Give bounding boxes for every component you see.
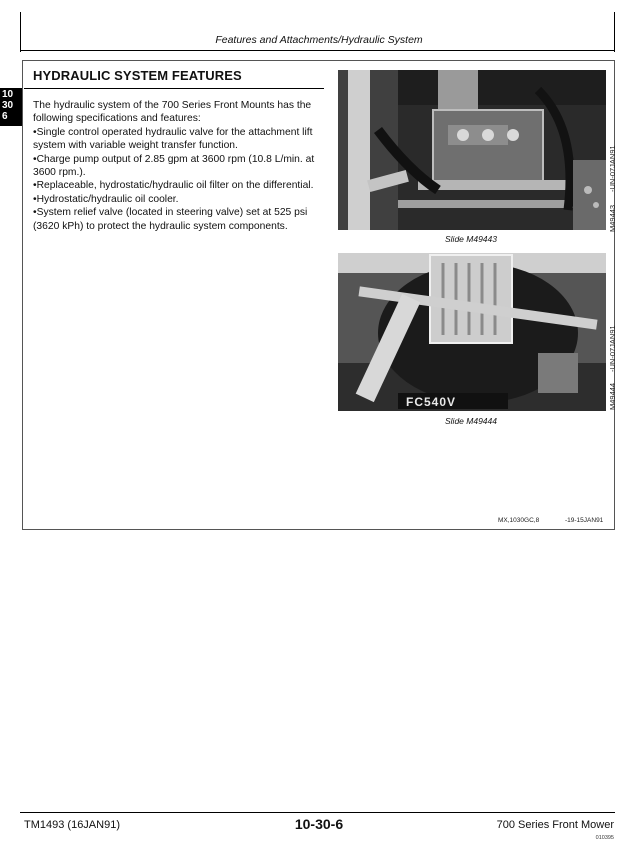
hydraulic-valve-photo (338, 70, 606, 230)
feature-item: •Charge pump output of 2.85 gpm at 3600 rpm (10.8 L/min. at 3600 rpm.). (33, 153, 315, 179)
figure-caption: Slide M49443 (445, 234, 497, 244)
figure-date: -UN-07JAN91 (608, 325, 617, 372)
manual-number: TM1493 (16JAN91) (24, 819, 120, 831)
footer-code: 010395 (595, 835, 614, 841)
feature-item: •Replaceable, hydrostatic/hydraulic oil filter on the differential. (33, 180, 314, 192)
feature-item: •Single control operated hydraulic valve for the attachment lift system with variable weight transfer function. (33, 126, 313, 152)
top-rule-left (20, 12, 21, 52)
feature-item: •System relief valve (located in steering valve) set at 525 psi (3620 kPh) to protect the hydraulic system components. (33, 207, 308, 232)
figure-id: M49444 (608, 382, 617, 410)
figure-date: -UN-07JAN91 (608, 145, 617, 192)
intro-paragraph: The hydraulic system of the 700 Series Front Mounts has the following specifications and features: (33, 100, 312, 125)
figure-caption: Slide M49444 (445, 416, 497, 426)
figure-id: M49443 (608, 204, 617, 232)
footer-divider (20, 812, 615, 813)
title-underline (24, 88, 324, 89)
feature-item: •Hydrostatic/hydraulic oil cooler. (33, 193, 179, 205)
page-header-title: Features and Attachments/Hydraulic System (215, 34, 423, 46)
engine-label: FC540V (406, 395, 457, 409)
section-tab (0, 88, 22, 126)
feature-text (33, 99, 328, 233)
reference-code: MX,1030GC,8 (498, 517, 540, 524)
product-name: 700 Series Front Mower (496, 819, 614, 831)
tab-line-1: 10 (2, 89, 14, 100)
top-rule-right (614, 12, 615, 52)
reference-date: -19-15JAN91 (565, 517, 604, 524)
page-number: 10-30-6 (294, 816, 344, 832)
tab-line-3: 6 (2, 111, 8, 122)
header-divider (20, 50, 615, 51)
tab-line-2: 30 (2, 100, 14, 111)
oil-cooler-photo (338, 253, 606, 411)
section-title: HYDRAULIC SYSTEM FEATURES (33, 68, 242, 83)
